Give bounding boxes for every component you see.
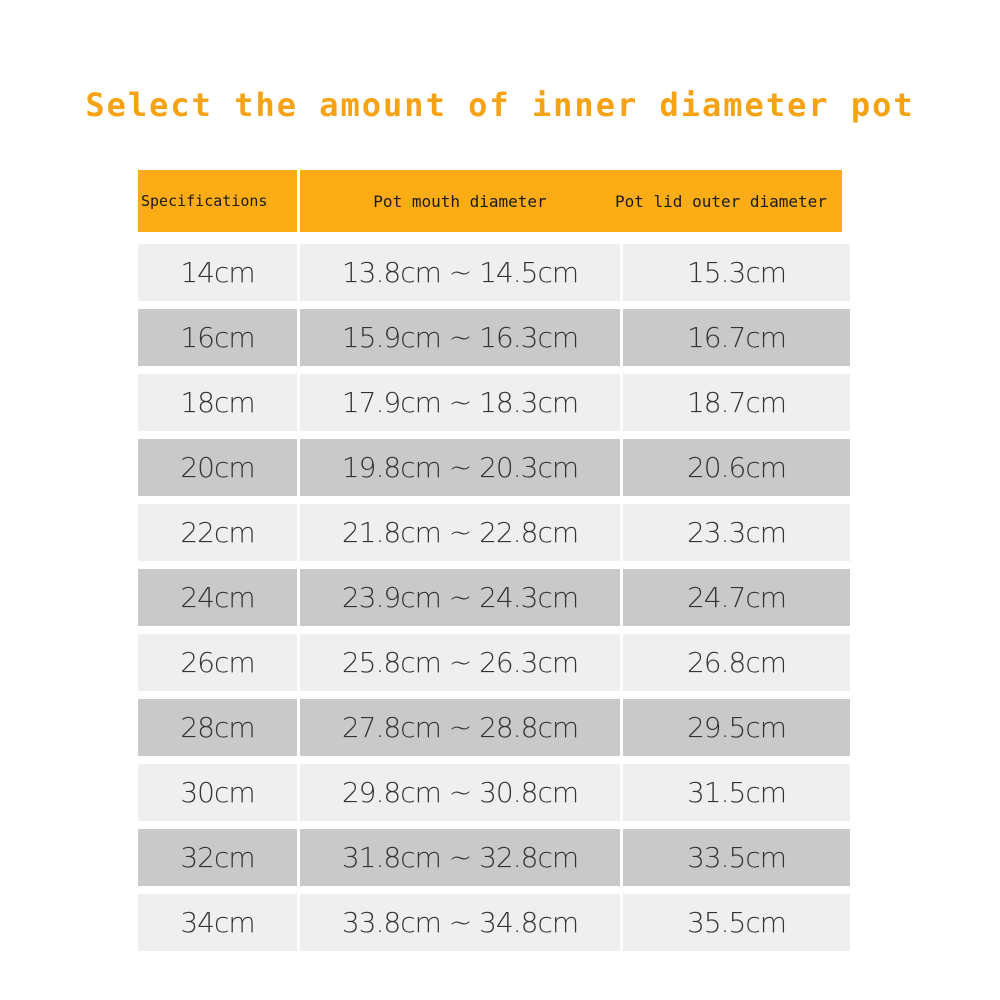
spec-cell: 20cm: [138, 439, 297, 496]
page-title: Select the amount of inner diameter pot: [85, 86, 915, 124]
table-row: [138, 634, 850, 691]
table-row: [138, 244, 850, 301]
header-pot-mouth-diameter: Pot mouth diameter: [300, 170, 620, 232]
lid-outer-diameter-cell: 16.7cm: [623, 309, 850, 366]
pot-mouth-diameter-cell: 27.8cm ~ 28.8cm: [300, 699, 620, 756]
table-row: [138, 569, 850, 626]
table-row: [138, 309, 850, 366]
table-row: [138, 439, 850, 496]
pot-mouth-diameter-cell: 13.8cm ~ 14.5cm: [300, 244, 620, 301]
pot-mouth-diameter-cell: 15.9cm ~ 16.3cm: [300, 309, 620, 366]
table-row: [138, 894, 850, 951]
header-pot-lid-outer-diameter: Pot lid outer diameter: [615, 170, 842, 232]
lid-outer-diameter-cell: 35.5cm: [623, 894, 850, 951]
lid-outer-diameter-cell: 23.3cm: [623, 504, 850, 561]
spec-cell: 30cm: [138, 764, 297, 821]
pot-mouth-diameter-cell: 29.8cm ~ 30.8cm: [300, 764, 620, 821]
spec-cell: 18cm: [138, 374, 297, 431]
header-specifications: Specifications: [138, 170, 297, 232]
spec-cell: 16cm: [138, 309, 297, 366]
spec-cell: 26cm: [138, 634, 297, 691]
lid-outer-diameter-cell: 29.5cm: [623, 699, 850, 756]
lid-outer-diameter-cell: 18.7cm: [623, 374, 850, 431]
lid-outer-diameter-cell: 33.5cm: [623, 829, 850, 886]
spec-cell: 34cm: [138, 894, 297, 951]
table-row: [138, 829, 850, 886]
lid-outer-diameter-cell: 24.7cm: [623, 569, 850, 626]
pot-mouth-diameter-cell: 33.8cm ~ 34.8cm: [300, 894, 620, 951]
pot-mouth-diameter-cell: 23.9cm ~ 24.3cm: [300, 569, 620, 626]
table-row: [138, 764, 850, 821]
spec-cell: 14cm: [138, 244, 297, 301]
pot-mouth-diameter-cell: 21.8cm ~ 22.8cm: [300, 504, 620, 561]
table-body: [138, 244, 850, 959]
pot-mouth-diameter-cell: 31.8cm ~ 32.8cm: [300, 829, 620, 886]
table-row: [138, 504, 850, 561]
lid-outer-diameter-cell: 15.3cm: [623, 244, 850, 301]
lid-outer-diameter-cell: 26.8cm: [623, 634, 850, 691]
spec-cell: 28cm: [138, 699, 297, 756]
table-header-row: [138, 170, 850, 232]
pot-mouth-diameter-cell: 25.8cm ~ 26.3cm: [300, 634, 620, 691]
spec-cell: 24cm: [138, 569, 297, 626]
spec-cell: 22cm: [138, 504, 297, 561]
pot-mouth-diameter-cell: 19.8cm ~ 20.3cm: [300, 439, 620, 496]
pot-mouth-diameter-cell: 17.9cm ~ 18.3cm: [300, 374, 620, 431]
table-row: [138, 374, 850, 431]
table-row: [138, 699, 850, 756]
size-table: [138, 170, 850, 959]
spec-cell: 32cm: [138, 829, 297, 886]
lid-outer-diameter-cell: 31.5cm: [623, 764, 850, 821]
lid-outer-diameter-cell: 20.6cm: [623, 439, 850, 496]
